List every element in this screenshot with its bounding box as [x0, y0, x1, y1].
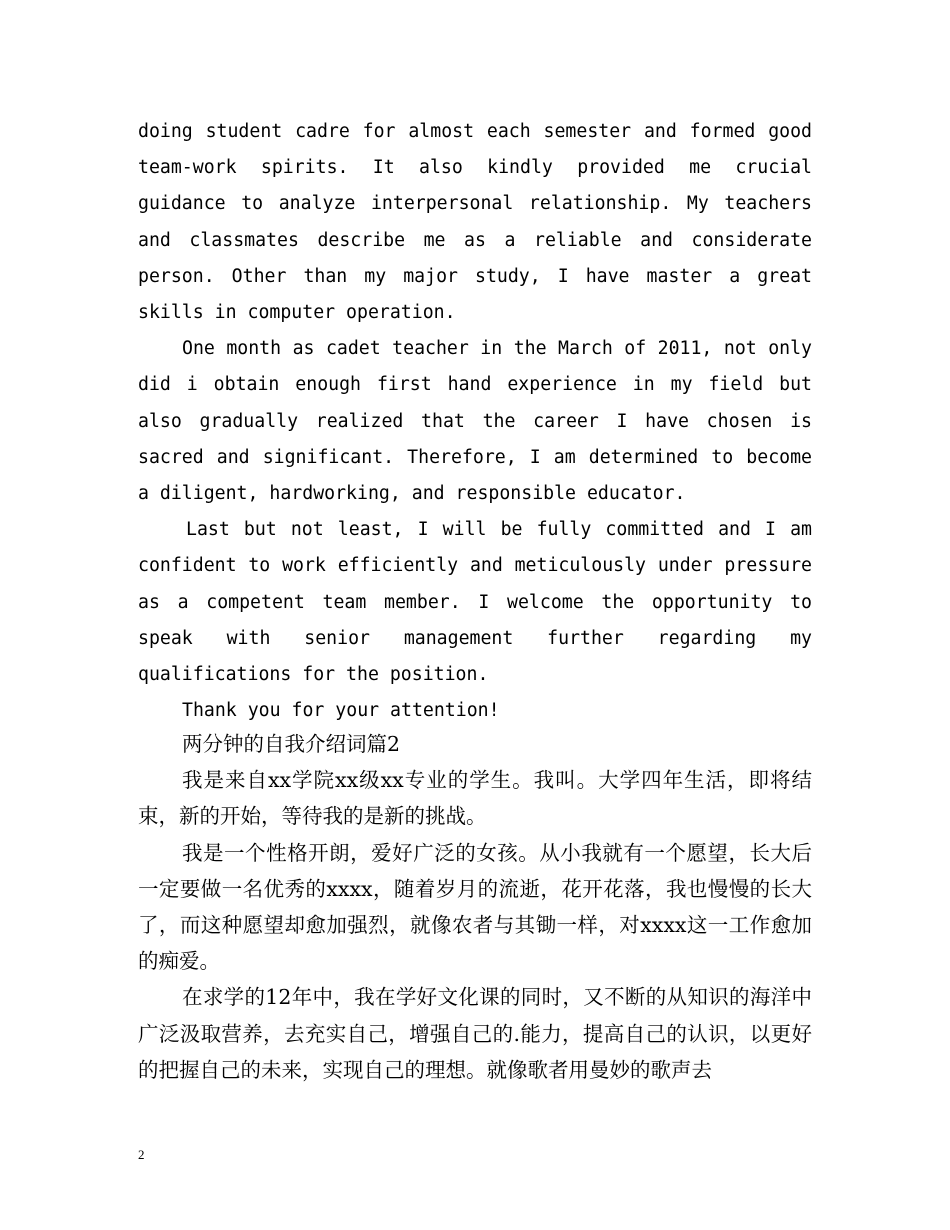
paragraph-personality: 我是一个性格开朗，爱好广泛的女孩。从小我就有一个愿望，长大后一定要做一名优秀的xxxx，随着岁月的流逝，花开花落，我也慢慢的长大了，而这种愿望却愈加强烈，就像农者与其锄一样，对xxxx这一工作愈加的痴爱。: [138, 840, 812, 974]
paragraph-cadet-teacher: One month as cadet teacher in the March of 2011, not only did i obtain enough first hand experience in my field but also gradually realized that the career I have chosen is sacred and significant. Therefore, I am determined to become a diligent, hardworking, and responsible educator.: [138, 338, 812, 505]
paragraph-thank-you: Thank you for your attention!: [182, 700, 500, 722]
chinese-text-block: [138, 726, 812, 1088]
paragraph-study-years: 在求学的12年中，我在学好文化课的同时，又不断的从知识的海洋中广泛汲取营养，去充实自己，增强自己的.能力，提高自己的认识，以更好的把握自己的未来，实现自己的理想。就像歌者用曼妙的歌声去: [138, 985, 812, 1082]
english-text-block: [138, 114, 812, 729]
paragraph-last-but-not-least: Last but not least, I will be fully committed and I am confident to work efficiently and meticulously under pressure as a competent team member. I welcome the opportunity to speak with senior management further regarding my qualifications for the position.: [138, 519, 812, 686]
paragraph-student-cadre: doing student cadre for almost each semester and formed good team-work spirits. It also kindly provided me crucial guidance to analyze interpersonal relationship. My teachers and classmates describe me as a reliable and considerate person. Other than my major study, I have master a great skills in computer operation.: [138, 121, 812, 324]
page-number: 2: [138, 1147, 145, 1162]
section-heading: 两分钟的自我介绍词篇2: [182, 732, 401, 756]
paragraph-introduction: 我是来自xx学院xx级xx专业的学生。我叫。大学四年生活，即将结束，新的开始，等待我的是新的挑战。: [138, 768, 812, 829]
